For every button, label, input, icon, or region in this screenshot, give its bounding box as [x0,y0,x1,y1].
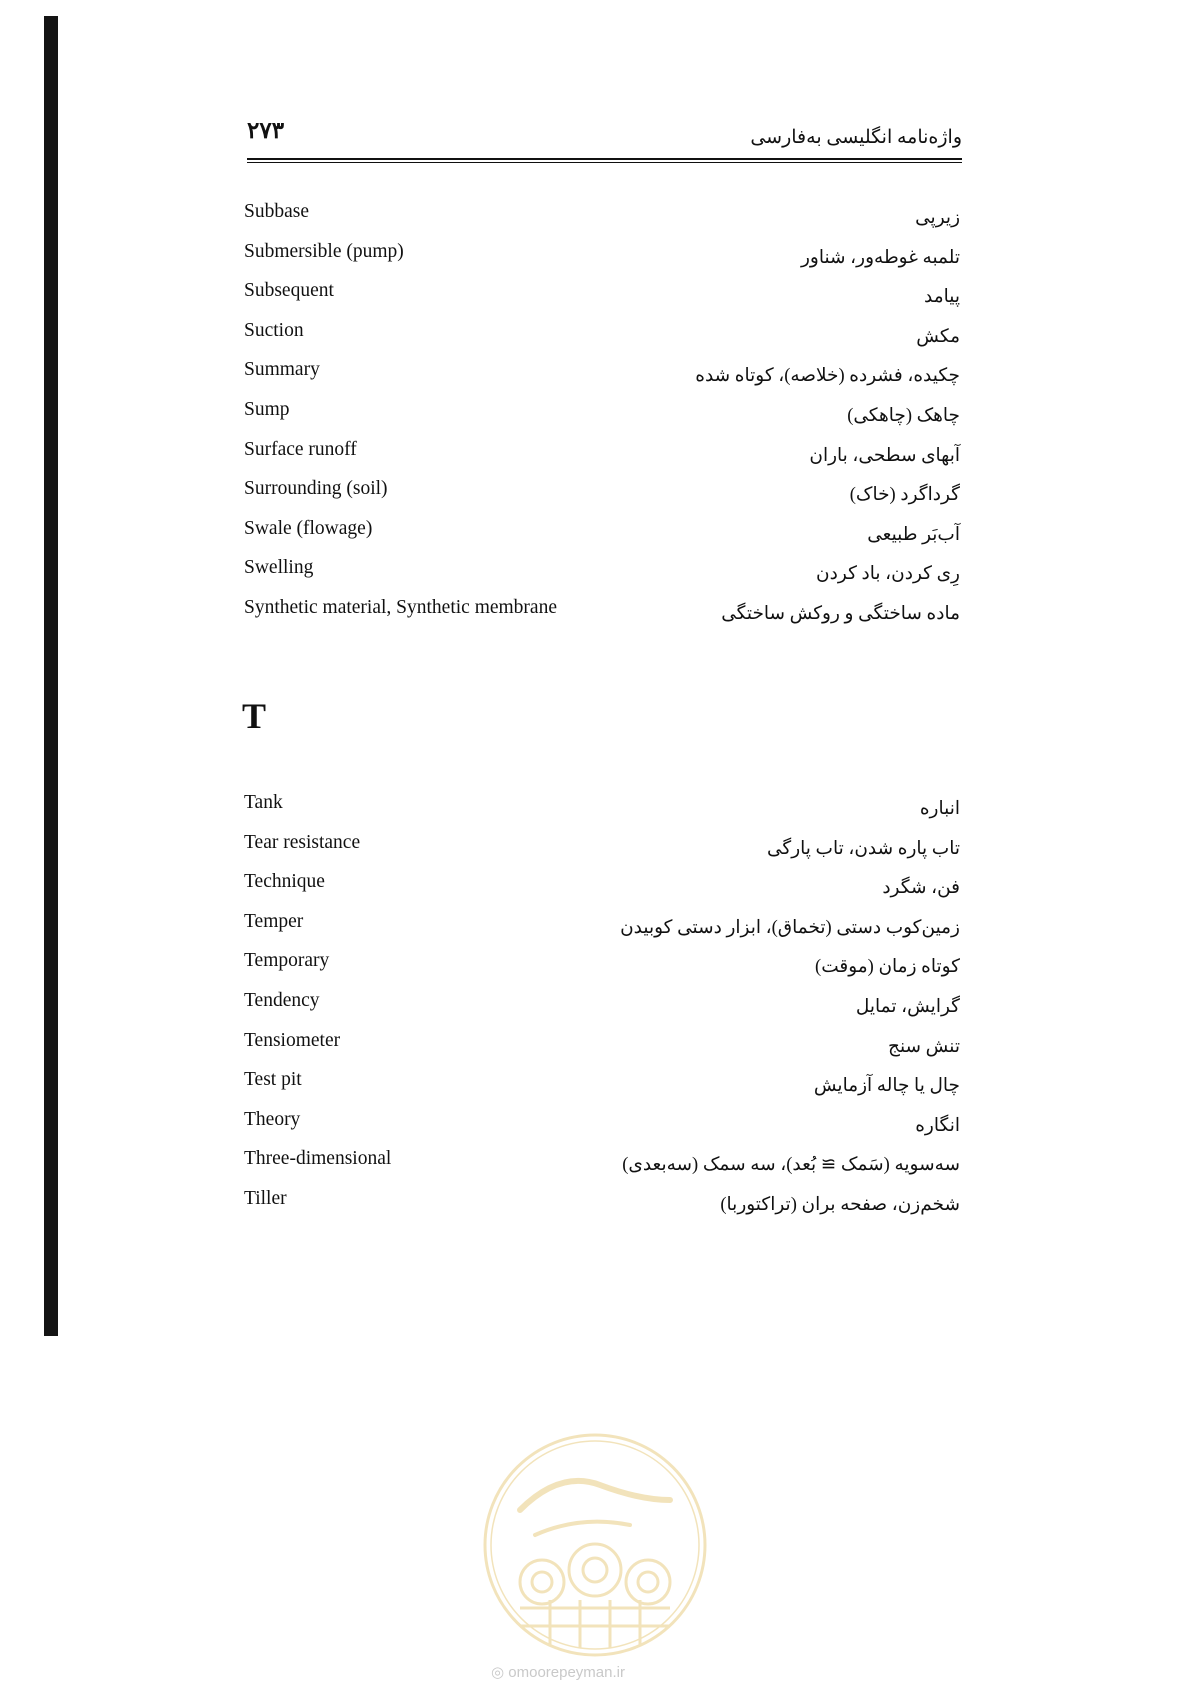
page-header [247,118,962,162]
persian-equivalent: تنش سنج [888,1036,960,1057]
glossary-list-s [244,199,960,635]
persian-equivalent: زمین‌کوب دستی (تخماق)، ابزار دستی کوبیدن [620,917,960,938]
english-term: Temper [244,910,304,932]
persian-equivalent: گرایش، تمایل [855,996,960,1017]
english-term: Swelling [244,557,314,579]
section-letter-heading: T [242,696,267,736]
persian-equivalent: انگاره [915,1115,960,1136]
glossary-entry [244,1146,960,1186]
watermark-url-text: omoorepeyman.ir [508,1664,625,1681]
english-term: Surface runoff [244,438,357,460]
persian-equivalent: چاهک (چاهکی) [847,405,960,426]
persian-equivalent: کوتاه زمان (موقت) [815,957,960,978]
glossary-entry [244,869,960,909]
glossary-entry [244,516,960,556]
persian-equivalent: زیرپی [915,208,960,228]
running-title: واژه‌نامه انگلیسی به‌فارسی [750,127,962,148]
glossary-entry [244,790,960,830]
glossary-entry [244,830,960,870]
glossary-entry [244,595,960,635]
glossary-entry [244,318,960,358]
glossary-entry [244,199,960,239]
english-term: Subsequent [244,280,334,302]
persian-equivalent: رِی کردن، باد کردن [816,564,960,585]
persian-equivalent: تاب پاره شدن، تاب پارگی [766,838,960,859]
english-term: Tendency [244,989,320,1011]
glossary-entry [244,437,960,477]
persian-equivalent: سه‌سویه (سَمک ≅ بُعد)، سه سمک (سه‌بعدی) [622,1155,960,1176]
english-term: Suction [244,319,304,341]
glossary-entry [244,988,960,1028]
glossary-entry [244,397,960,437]
english-term: Tiller [244,1187,287,1209]
scan-binding-edge [44,16,58,1336]
watermark-url: ◎ omoorepeyman.ir [491,1664,625,1681]
english-term: Tear resistance [244,831,361,853]
persian-equivalent: مکش [916,326,960,347]
glossary-entry [244,909,960,949]
english-term: Three-dimensional [244,1148,392,1170]
glossary-list-t [244,790,960,1226]
english-term: Technique [244,871,325,893]
glossary-entry [244,1028,960,1068]
glossary-entry [244,476,960,516]
glossary-entry [244,948,960,988]
english-term: Surrounding (soil) [244,478,388,500]
persian-equivalent: چال یا چاله آزمایش [813,1076,960,1097]
page-number: ۲۷۳ [247,118,285,143]
persian-equivalent: فن، شگرد [882,878,960,899]
english-term: Temporary [244,950,330,972]
glossary-entry [244,1107,960,1147]
persian-equivalent: تلمبه غوطه‌ور، شناور [800,247,960,268]
persian-equivalent: شخم‌زن، صفحه بران (تراکتوربا) [720,1194,960,1215]
glossary-entry [244,1067,960,1107]
persian-equivalent: چکیده، فشرده (خلاصه)، کوتاه شده [695,366,960,387]
persian-equivalent: ماده ساختگی و روکش ساختگی [721,603,960,624]
english-term: Submersible (pump) [244,240,404,262]
english-term: Synthetic material, Synthetic membrane [244,596,557,618]
persian-equivalent: انباره [919,799,960,819]
header-double-rule [247,158,962,163]
glossary-entry [244,239,960,279]
english-term: Tank [244,792,283,813]
persian-equivalent: گرداگرد (خاک) [849,485,960,506]
glossary-entry [244,555,960,595]
glossary-entry [244,278,960,318]
watermark-seal-logo [480,1430,710,1660]
english-term: Tensiometer [244,1029,341,1051]
english-term: Summary [244,359,320,381]
english-term: Test pit [244,1069,302,1091]
english-term: Swale (flowage) [244,517,373,539]
glossary-entry [244,357,960,397]
english-term: Subbase [244,201,309,222]
english-term: Sump [244,398,290,420]
persian-equivalent: آب‌بَر طبیعی [867,524,960,545]
english-term: Theory [244,1108,301,1130]
glossary-entry [244,1186,960,1226]
persian-equivalent: آبهای سطحی، باران [809,445,960,466]
persian-equivalent: پیامد [924,287,960,308]
